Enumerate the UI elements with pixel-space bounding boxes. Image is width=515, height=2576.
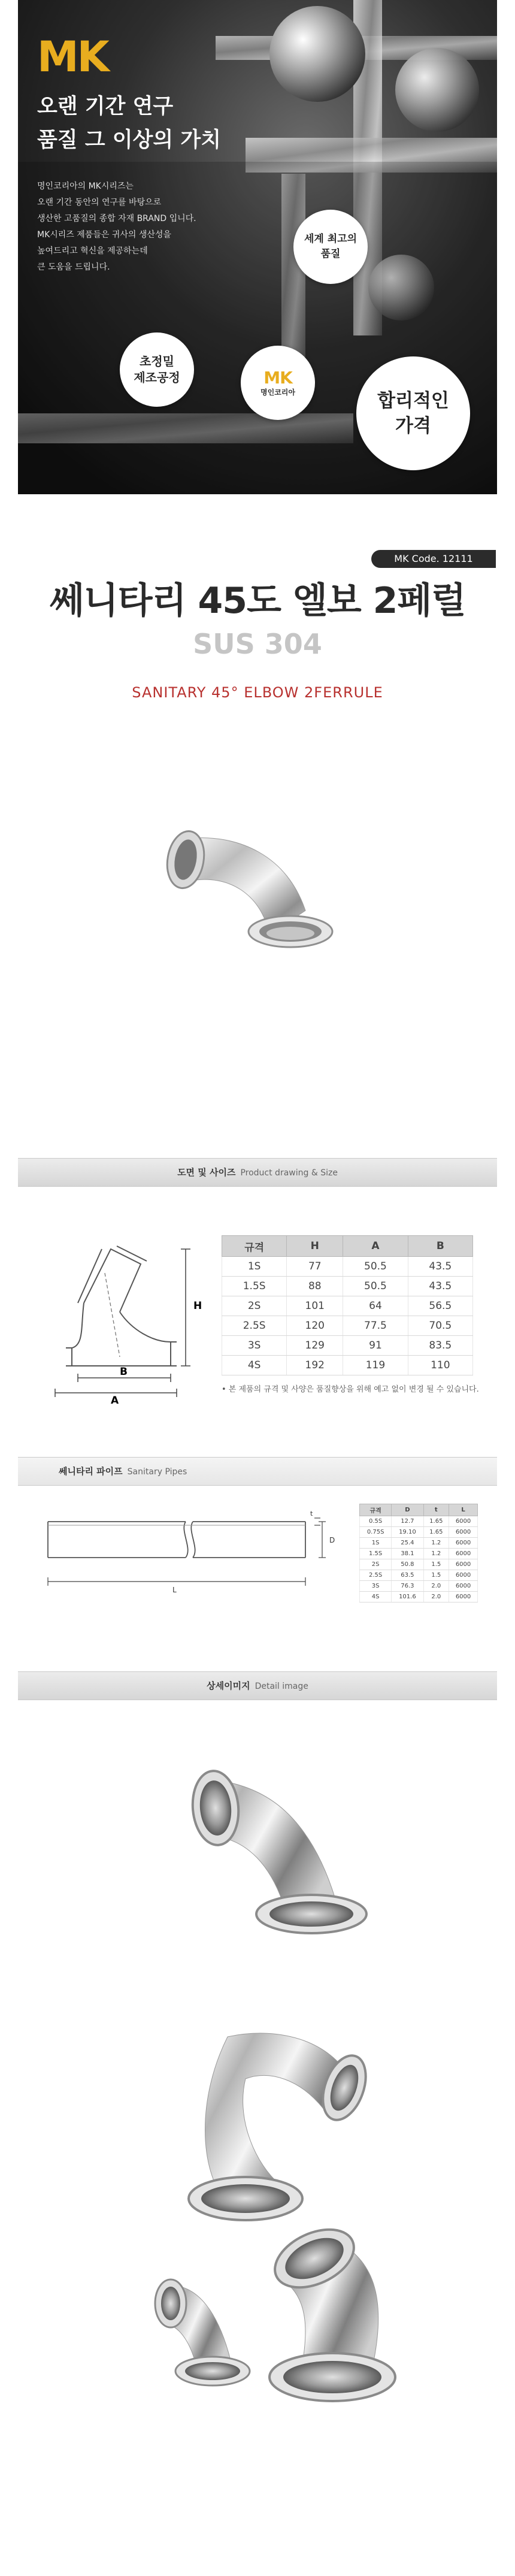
table-cell: 129 [287, 1336, 343, 1356]
detail-photo-1 [190, 1769, 366, 1933]
brand-logo: MK [37, 32, 108, 81]
table-cell: 19.10 [392, 1527, 423, 1538]
section-title-en: Detail image [255, 1682, 308, 1691]
table-row [222, 1316, 473, 1336]
bubble-text: 세계 최고의 [304, 233, 358, 245]
bubble-logo: MK [263, 367, 292, 388]
section-title-ko: 쎄니타리 파이프 [59, 1466, 123, 1477]
product-photo-elbow [150, 797, 365, 988]
section-title-ko: 도면 및 사이즈 [177, 1167, 236, 1178]
column-header: 규격 [222, 1236, 287, 1257]
table-cell: 0.75S [360, 1527, 392, 1538]
product-title: 쎄니타리 45도 엘보 2페럴 [49, 580, 466, 622]
table-row [360, 1516, 478, 1527]
feature-bubble-quality [293, 210, 368, 284]
size-table [222, 1235, 473, 1375]
table-cell: 43.5 [408, 1257, 472, 1277]
desc-line: 생산한 고품질의 종합 자재 BRAND 입니다. [37, 214, 196, 223]
table-row [360, 1559, 478, 1570]
table-cell: 6000 [449, 1592, 478, 1603]
feature-bubble-brand [241, 346, 315, 420]
table-cell: 1.5S [222, 1277, 287, 1296]
table-cell: 120 [287, 1316, 343, 1336]
desc-line: 높여드리고 혁신을 제공하는데 [37, 246, 148, 256]
table-cell: 6000 [449, 1538, 478, 1549]
table-header-row [222, 1236, 473, 1257]
table-cell: 2.5S [222, 1316, 287, 1336]
desc-line: MK시리즈 제품들은 귀사의 생산성을 [37, 230, 171, 240]
column-header: B [408, 1236, 472, 1257]
table-row [360, 1538, 478, 1549]
table-cell: 1.5 [423, 1570, 449, 1581]
feature-bubble-price [356, 356, 470, 470]
table-cell: 6000 [449, 1549, 478, 1559]
table-cell: 1S [222, 1257, 287, 1277]
table-cell: 1.2 [423, 1538, 449, 1549]
hero-headline [37, 90, 221, 157]
table-cell: 77 [287, 1257, 343, 1277]
column-header: 규격 [360, 1504, 392, 1516]
table-cell: 91 [343, 1336, 408, 1356]
desc-line: 명인코리아의 MK시리즈는 [37, 182, 134, 191]
table-cell: 4S [222, 1356, 287, 1375]
table-row [360, 1527, 478, 1538]
dimension-label-d: D [329, 1536, 335, 1544]
table-cell: 1.5 [423, 1559, 449, 1570]
table-cell: 70.5 [408, 1316, 472, 1336]
table-cell: 50.5 [343, 1257, 408, 1277]
table-row [222, 1356, 473, 1375]
section-title-en: Product drawing & Size [240, 1168, 338, 1178]
hero-description [37, 179, 235, 276]
elbow-technical-drawing [48, 1225, 210, 1405]
table-cell: 50.8 [392, 1559, 423, 1570]
table-row [222, 1336, 473, 1356]
dimension-label-h: H [193, 1300, 202, 1312]
table-cell: 56.5 [408, 1296, 472, 1316]
table-cell: 43.5 [408, 1277, 472, 1296]
table-cell: 2.0 [423, 1592, 449, 1603]
table-cell: 6000 [449, 1527, 478, 1538]
table-cell: 6000 [449, 1516, 478, 1527]
table-cell: 2.0 [423, 1581, 449, 1592]
table-cell: 6000 [449, 1581, 478, 1592]
column-header: H [287, 1236, 343, 1257]
table-cell: 2.5S [360, 1570, 392, 1581]
detail-images [0, 1725, 515, 2564]
table-cell: 119 [343, 1356, 408, 1375]
table-cell: 1.5S [360, 1549, 392, 1559]
detail-photo-2 [189, 2033, 374, 2220]
hero-banner [18, 0, 497, 494]
table-cell: 63.5 [392, 1570, 423, 1581]
headline-line-2: 품질 그 이상의 가치 [37, 128, 222, 152]
dimension-label-l: L [172, 1586, 177, 1594]
table-cell: 1.65 [423, 1527, 449, 1538]
table-row [360, 1592, 478, 1603]
table-cell: 110 [408, 1356, 472, 1375]
table-cell: 6000 [449, 1570, 478, 1581]
desc-line: 큰 도움을 드립니다. [37, 262, 110, 272]
table-cell: 192 [287, 1356, 343, 1375]
section-title-ko: 상세이미지 [207, 1680, 250, 1691]
detail-photo-3 [155, 2218, 395, 2401]
dimension-label-b: B [120, 1366, 128, 1378]
table-row [360, 1549, 478, 1559]
table-cell: 0.5S [360, 1516, 392, 1527]
column-header: D [392, 1504, 423, 1516]
spec-change-note: • 본 제품의 규격 및 사양은 품질향상을 위해 예고 없이 변경 될 수 있습니다. [222, 1385, 479, 1394]
section-title-en: Sanitary Pipes [127, 1467, 187, 1477]
table-cell: 1.2 [423, 1549, 449, 1559]
table-cell: 2S [360, 1559, 392, 1570]
table-cell: 3S [360, 1581, 392, 1592]
column-header: t [423, 1504, 449, 1516]
bubble-text: 가격 [395, 415, 431, 437]
table-cell: 1.65 [423, 1516, 449, 1527]
pipe-technical-drawing [36, 1492, 341, 1606]
product-material: SUS 304 [193, 628, 322, 660]
section-header-drawing [18, 1158, 497, 1187]
column-header: A [343, 1236, 408, 1257]
table-cell: 101 [287, 1296, 343, 1316]
dimension-label-t: t [310, 1510, 313, 1517]
headline-line-1: 오랜 기간 연구 [37, 95, 174, 119]
table-cell: 77.5 [343, 1316, 408, 1336]
table-cell: 4S [360, 1592, 392, 1603]
table-cell: 2S [222, 1296, 287, 1316]
table-cell: 12.7 [392, 1516, 423, 1527]
table-cell: 6000 [449, 1559, 478, 1570]
bubble-text: 합리적인 [377, 390, 449, 412]
bubble-text: 품질 [320, 248, 341, 260]
table-row [360, 1570, 478, 1581]
table-cell: 83.5 [408, 1336, 472, 1356]
section-header-detail [18, 1671, 497, 1700]
table-cell: 38.1 [392, 1549, 423, 1559]
feature-bubble-precision [120, 332, 194, 407]
table-cell: 50.5 [343, 1277, 408, 1296]
pipe-size-table [359, 1504, 478, 1603]
bubble-text: 초정밀 [140, 354, 174, 368]
bubble-text: 명인코리아 [260, 388, 295, 397]
table-row [222, 1257, 473, 1277]
table-cell: 64 [343, 1296, 408, 1316]
table-cell: 88 [287, 1277, 343, 1296]
table-row [360, 1581, 478, 1592]
table-row [222, 1296, 473, 1316]
table-header-row [360, 1504, 478, 1516]
table-cell: 101.6 [392, 1592, 423, 1603]
product-code-badge: MK Code. 12111 [371, 550, 496, 568]
table-cell: 1S [360, 1538, 392, 1549]
column-header: L [449, 1504, 478, 1516]
table-cell: 76.3 [392, 1581, 423, 1592]
dimension-label-a: A [111, 1395, 119, 1405]
desc-line: 오랜 기간 동안의 연구를 바탕으로 [37, 198, 162, 207]
table-cell: 3S [222, 1336, 287, 1356]
table-row [222, 1277, 473, 1296]
bubble-text: 제조공정 [134, 370, 180, 385]
table-cell: 25.4 [392, 1538, 423, 1549]
product-english-name: SANITARY 45° ELBOW 2FERRULE [132, 684, 383, 701]
section-header-pipes [18, 1457, 497, 1486]
